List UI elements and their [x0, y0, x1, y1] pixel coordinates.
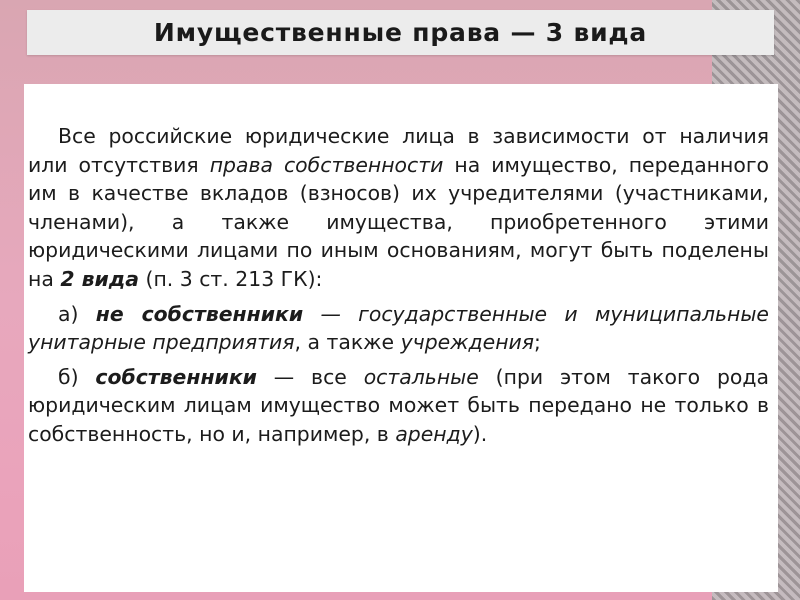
non-owners-text: , а также	[294, 330, 401, 355]
owners-emphasis-others: остальные	[363, 364, 479, 389]
title-bar	[27, 10, 774, 55]
intro-text-2: на имущество, переданного им в качестве вкладов (взносов) их учредителями (участниками, членами), а также имущества, приобретенного этими юридическими лицами по иным основаниям, могут быть поделены на	[28, 152, 770, 291]
non-owners-end: ;	[534, 330, 541, 355]
intro-text-1: Все российские юридические лица в зависимости от наличия или отсутствия	[28, 124, 769, 177]
owners-text-1: — все	[256, 364, 364, 389]
owners-emphasis-lease: аренду	[395, 421, 473, 446]
paragraph-owners	[28, 363, 769, 449]
paragraph-intro	[28, 122, 769, 294]
owners-text-2: (при этом такого рода юридическим лицам имущество может быть передано не только в собственность, но и, например, в	[28, 364, 770, 446]
owners-marker: б)	[58, 364, 96, 389]
non-owners-institutions: учреждения	[400, 330, 535, 355]
non-owners-term: не собственники	[95, 301, 304, 326]
content-body	[28, 122, 769, 449]
paragraph-non-owners	[28, 300, 769, 357]
owners-term: собственники	[95, 364, 257, 389]
intro-emphasis-ownership-right: права собственности	[209, 152, 444, 177]
content-panel	[24, 84, 778, 592]
non-owners-marker: а)	[58, 301, 96, 326]
intro-text-3: (п. 3 ст. 213 ГК):	[139, 266, 323, 291]
owners-end: ).	[472, 421, 488, 446]
non-owners-enterprises: — государственные и муниципальные унитарные предприятия	[28, 301, 769, 355]
intro-emphasis-two-types: 2 вида	[60, 266, 140, 291]
slide-title: Имущественные права — 3 вида	[153, 18, 648, 47]
